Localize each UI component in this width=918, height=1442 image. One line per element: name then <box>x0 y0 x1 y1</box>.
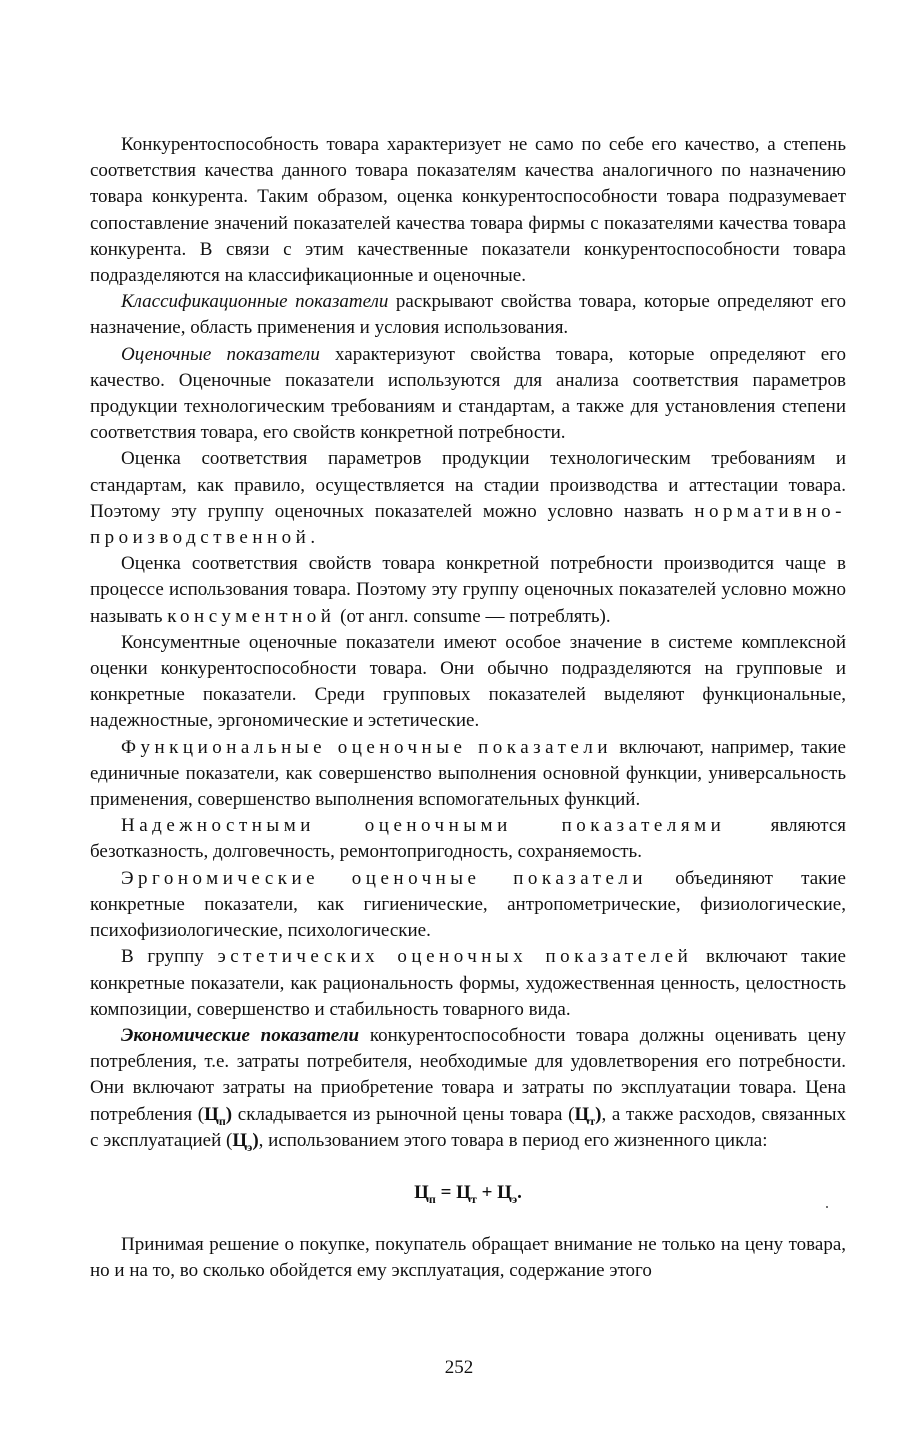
text-run: т <box>589 1113 596 1128</box>
text-run: Ц <box>232 1129 248 1151</box>
text-run: Надежностными оценочными показателями <box>121 815 726 837</box>
text-run: конкурентоспособности товара должны оценивать цену потребления, т.е. затраты потребителя, необходимые для удовлетворения его потребности. Они включают затраты на приобретение товара и затраты по эксплуатации товара. Цена потребления ( <box>90 1024 846 1125</box>
page-number: 252 <box>444 1357 474 1378</box>
scan-speck <box>826 1206 828 1208</box>
paragraph <box>90 944 846 1023</box>
paragraph <box>90 289 846 341</box>
paragraph <box>90 342 846 447</box>
text-run: п <box>218 1113 226 1128</box>
paragraph <box>90 866 846 945</box>
text-run: , использованием этого товара в период его жизненного цикла: <box>258 1129 768 1151</box>
text-run: + Ц <box>476 1181 512 1203</box>
paragraph <box>90 735 846 814</box>
paragraph <box>90 551 846 630</box>
text-run: Оценка соответствия параметров продукции технологическим требованиям и стандартам, как правило, осуществляется на стадии производства и аттестации товара. Поэтому эту группу оценочных показателей можно условно назвать <box>90 448 846 522</box>
text-run: включают, например, такие единичные показатели, как совершенство выполнения основной функции, универсальность применения, совершенство выполнения вспомогательных функций. <box>90 736 846 811</box>
text-run: Ц <box>204 1103 219 1125</box>
text-run: нормативно-производственной <box>90 500 846 549</box>
text-run: Ц <box>574 1103 590 1125</box>
text-run: Эргономические оценочные показатели <box>121 867 648 889</box>
text-run: Принимая решение о покупке, покупатель обращает внимание не только на цену товара, но и на то, во сколько обойдется ему эксплуатация, содержание этого <box>90 1234 846 1282</box>
text-run: . <box>517 1181 522 1203</box>
text-run: включают такие конкретные показатели, как рациональность формы, художественная ценность, целостность композиции, совершенство и стабильность товарного вида. <box>90 946 846 1020</box>
text-run: ) <box>225 1103 233 1125</box>
text-run: ) <box>595 1103 602 1125</box>
text-run: п <box>428 1191 436 1206</box>
paragraph <box>90 813 846 865</box>
text-run: (от англ. consume — потреблять). <box>335 605 611 627</box>
text-run: Функциональные оценочные показатели <box>121 736 612 758</box>
text-run: Экономические показатели <box>121 1024 360 1046</box>
text-run: . <box>310 527 316 549</box>
text-run: Оценка соответствия свойств товара конкретной потребности производится чаще в процессе использования товара. Поэтому эту группу оценочных показателей условно можно называть <box>90 553 846 627</box>
text-run: Классификационные показатели <box>121 291 389 313</box>
paragraph <box>90 1023 846 1154</box>
formula <box>90 1180 846 1206</box>
text-run: Консументные оценочные показатели имеют особое значение в системе комплексной оценки конкурентоспособности товара. Они обычно подразделяются на групповые и конкретные показатели. Среди групповых показателей выделяют функциональные, надежностные, эргономические и эстетические. <box>90 631 846 732</box>
paragraph <box>90 132 846 289</box>
text-run: т <box>470 1191 477 1206</box>
text-run: э <box>511 1191 518 1206</box>
paragraph <box>90 446 846 551</box>
text-run: эстетических оценочных показателей <box>217 946 693 968</box>
text-run: ) <box>252 1129 259 1151</box>
text-run: = Ц <box>435 1181 471 1203</box>
text-run: Конкурентоспособность товара характеризует не само по себе его качество, а степень соответствия качества данного товара показателям качества аналогичного по назначению товара конкурента. Таким образом, оценка конкурентоспособности товара подразумевает сопоставление значений показателей качества товара фирмы с показателями качества товара конкурента. В связи с этим качественные показатели конкурентоспособности товара подразделяются на классификационные и оценочные. <box>90 134 846 287</box>
text-run: В группу <box>121 946 218 968</box>
text-run: объединяют такие конкретные показатели, как гигиенические, антропометрические, физиологические, психофизиологические, психологические. <box>90 867 846 942</box>
paragraph <box>90 630 846 735</box>
text-run: являются безотказность, долговечность, ремонтопригодность, сохраняемость. <box>90 815 846 863</box>
text-run: складывается из рыночной цены товара ( <box>232 1103 575 1125</box>
text-run: характеризуют свойства товара, которые определяют его качество. Оценочные показатели используются для анализа соответствия параметров продукции технологическим требованиям и стандартам, а также для установления степени соответствия товара, его свойств конкретной потребности. <box>90 343 846 444</box>
text-run: консументной <box>167 605 336 627</box>
text-run: э <box>247 1139 253 1154</box>
paragraph <box>90 1232 846 1284</box>
text-run: Оценочные показатели <box>121 343 320 365</box>
text-run: Ц <box>414 1181 429 1203</box>
body-text <box>90 132 846 1285</box>
text-run: , а также расходов, связанных с эксплуатацией ( <box>90 1103 846 1151</box>
text-run: раскрывают свойства товара, которые определяют его назначение, область применения и условия использования. <box>90 291 846 339</box>
